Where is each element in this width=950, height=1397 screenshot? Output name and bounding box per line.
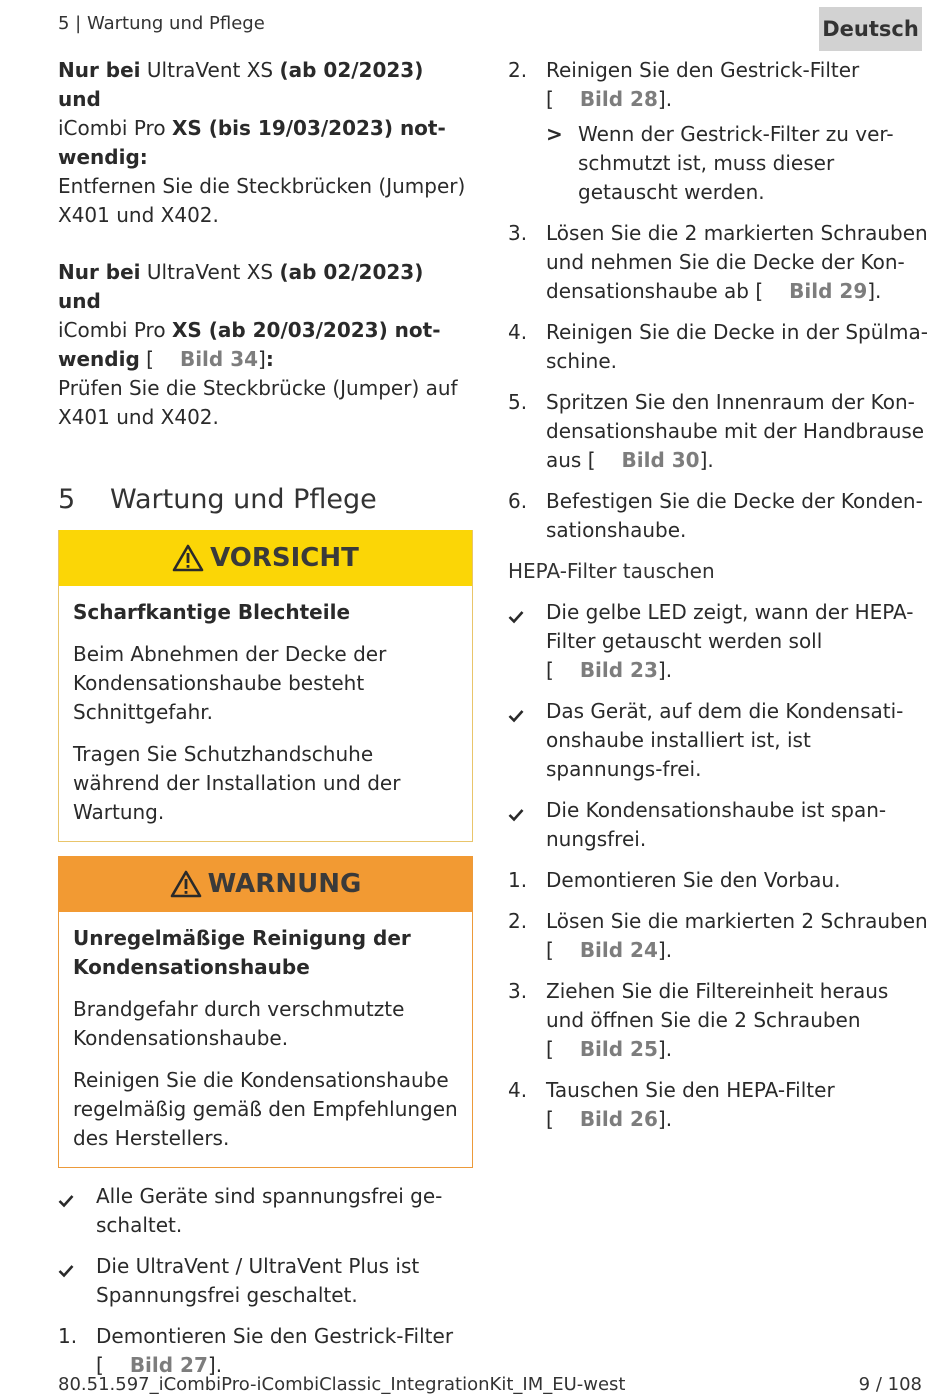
prerequisite-list xyxy=(58,1182,473,1380)
right-column xyxy=(508,56,928,1146)
caution-subtitle: Scharfkantige Blechteile xyxy=(73,600,351,624)
caution-box xyxy=(58,530,473,842)
figure-link[interactable]: Bild 29 xyxy=(789,279,868,303)
check-icon xyxy=(58,1187,88,1216)
result-arrow-icon: > xyxy=(546,122,563,146)
result-item: > Wenn der Gestrick-Filter zu ver-schmutzt ist, muss dieser getauscht werden. xyxy=(546,122,894,204)
caution-text: Beim Abnehmen der Decke der Kondensationshaube besteht Schnittgefahr. xyxy=(73,642,387,724)
jumper-note-remove: Nur bei UltraVent XS (ab 02/2023) und iCombi Pro XS (bis 19/03/2023) not-wendig: Entfernen Sie die Steckbrücken (Jumper) X401 und X402. xyxy=(58,58,466,227)
list-item: Das Gerät, auf dem die Kondensati-onshaube installiert ist, ist spannungs-frei. xyxy=(508,697,928,784)
subheading: HEPA-Filter tauschen xyxy=(508,559,715,583)
list-item: 4. Tauschen Sie den HEPA-Filter [ Bild 26]. xyxy=(508,1078,835,1131)
list-item: 6. Befestigen Sie die Decke der Konden-sationshaube. xyxy=(508,489,923,542)
check-icon xyxy=(508,702,538,731)
page-number: 9 / 108 xyxy=(858,1374,922,1395)
list-item: Die Kondensationshaube ist span-nungsfrei. xyxy=(508,796,928,854)
list-item: 5. Spritzen Sie den Innenraum der Kon-densationshaube mit der Handbrause aus [ Bild 30]. xyxy=(508,390,925,472)
figure-link[interactable]: Bild 25 xyxy=(579,1037,658,1061)
jumper-note-check: Nur bei UltraVent XS (ab 02/2023) und iCombi Pro XS (ab 20/03/2023) not-wendig [ Bild 34]: Prüfen Sie die Steckbrücke (Jumper) auf X401 und X402. xyxy=(58,260,458,429)
hepa-steps xyxy=(508,598,928,1134)
warning-subtitle: Unregelmäßige Reinigung der Kondensationshaube xyxy=(73,926,411,979)
running-header: 5 | Wartung und Pflege xyxy=(58,13,265,34)
list-item: 1. Demontieren Sie den Gestrick-Filter [ Bild 27]. xyxy=(58,1324,454,1377)
list-item: 3. Ziehen Sie die Filtereinheit heraus und öffnen Sie die 2 Schrauben [ Bild 25]. xyxy=(508,979,889,1061)
list-item: 2. Reinigen Sie den Gestrick-Filter [ Bild 28]. > Wenn der Gestrick-Filter zu ver-schmutzt ist, muss dieser getauscht werden. xyxy=(508,56,928,207)
warning-triangle-icon xyxy=(170,870,202,898)
figure-link[interactable]: Bild 24 xyxy=(579,938,658,962)
warning-instruction: Reinigen Sie die Kondensationshaube regelmäßig gemäß den Empfehlungen des Herstellers. xyxy=(73,1068,458,1150)
list-item: Die UltraVent / UltraVent Plus ist Spannungsfrei geschaltet. xyxy=(58,1252,473,1310)
check-icon xyxy=(58,1257,88,1286)
figure-link[interactable]: Bild 26 xyxy=(579,1107,658,1131)
figure-link[interactable]: Bild 34 xyxy=(179,347,259,371)
list-item: 1. Demontieren Sie den Vorbau. xyxy=(508,868,841,892)
check-icon xyxy=(508,801,538,830)
list-item: 4. Reinigen Sie die Decke in der Spülma-schine. xyxy=(508,320,928,373)
language-tab: Deutsch xyxy=(819,7,922,51)
figure-link[interactable]: Bild 28 xyxy=(579,87,658,111)
caution-instruction: Tragen Sie Schutzhandschuhe während der Installation und der Wartung. xyxy=(73,742,401,824)
list-item: 2. Lösen Sie die markierten 2 Schrauben [ Bild 24]. xyxy=(508,909,928,962)
check-icon xyxy=(508,603,538,632)
list-item: Alle Geräte sind spannungsfrei ge-schaltet. xyxy=(58,1182,473,1240)
caution-header: VORSICHT xyxy=(59,530,472,586)
warning-text: Brandgefahr durch verschmutzte Kondensationshaube. xyxy=(73,997,405,1050)
figure-link[interactable]: Bild 23 xyxy=(579,658,658,682)
list-item: 3. Lösen Sie die 2 markierten Schrauben und nehmen Sie die Decke der Kon-densationshaube ab [ Bild 29]. xyxy=(508,221,928,303)
warning-box xyxy=(58,856,473,1168)
section-heading: 5 Wartung und Pflege xyxy=(58,484,377,515)
warning-triangle-icon xyxy=(172,544,204,572)
figure-link[interactable]: Bild 27 xyxy=(129,1353,208,1377)
left-column xyxy=(58,56,473,1392)
figure-link[interactable]: Bild 30 xyxy=(621,448,700,472)
list-item: Die gelbe LED zeigt, wann der HEPA-Filter getauscht werden soll [ Bild 23]. xyxy=(508,598,928,685)
warning-header: WARNUNG xyxy=(59,856,472,912)
document-id: 80.51.597_iCombiPro-iCombiClassic_IntegrationKit_IM_EU-west xyxy=(58,1374,626,1395)
cleaning-steps xyxy=(508,56,928,545)
